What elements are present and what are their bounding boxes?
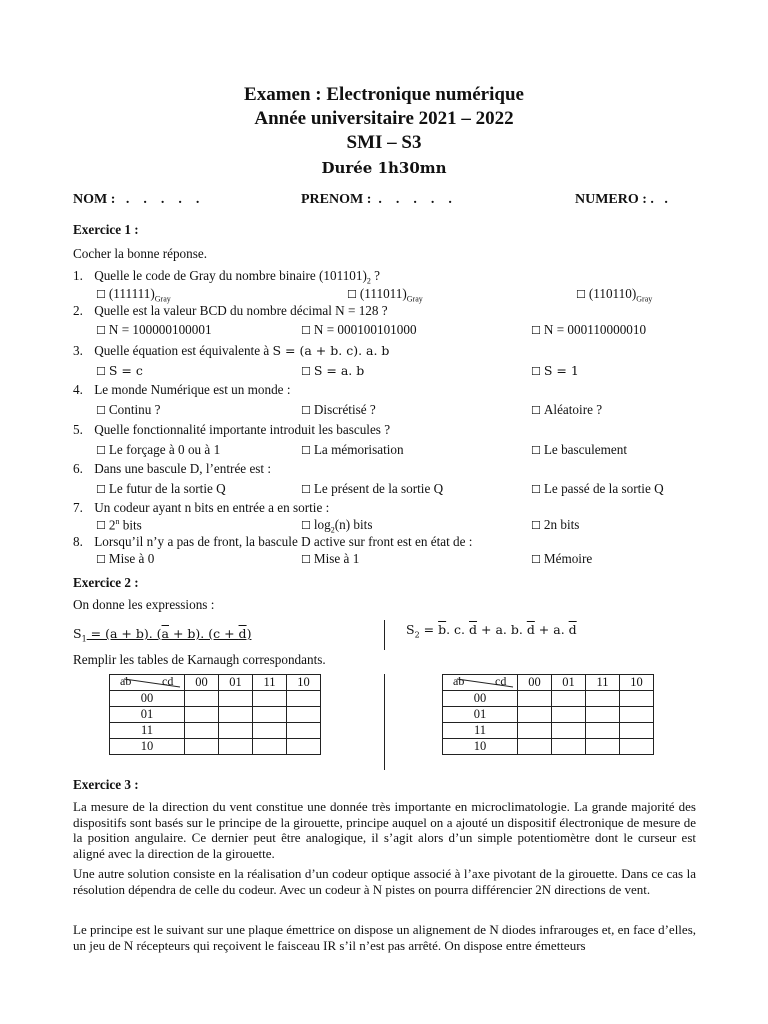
q4-option-a[interactable]: ☐ Continu ? <box>96 402 161 418</box>
exercise-1-instruction: Cocher la bonne réponse. <box>73 246 208 261</box>
kmap-cell[interactable] <box>287 691 321 707</box>
kmap-row-header: 00 <box>110 691 185 707</box>
kmap-cell[interactable] <box>586 739 620 755</box>
kmap-cell[interactable] <box>287 739 321 755</box>
prenom-field: PRENOM : . . . . . <box>301 192 452 207</box>
kmap-cell[interactable] <box>185 691 219 707</box>
question-1: 1. Quelle le code de Gray du nombre binaire $(101101)_2$ ? <box>73 268 381 286</box>
kmap-row-header: 01 <box>110 707 185 723</box>
program-label: SMI – S3 <box>346 132 422 153</box>
exam-duration: Durée 1h30mn <box>321 159 447 177</box>
q8-option-b[interactable]: ☐ Mise à 1 <box>301 551 359 567</box>
kmap-cell[interactable] <box>185 707 219 723</box>
kmap-cell[interactable] <box>620 691 654 707</box>
q2-option-c[interactable]: ☐ N = 000110000010 <box>531 322 646 338</box>
expression-s2: $S_2 = \overline{b}$. c. $\overline{d} + a$. b. $\overline{d} + a$. $\overline{d}$ <box>406 622 577 640</box>
nom-field: NOM : . . . . . <box>73 192 200 207</box>
kmap-cell[interactable] <box>518 707 552 723</box>
kmap-cell[interactable] <box>620 707 654 723</box>
q8-option-a[interactable]: ☐ Mise à 0 <box>96 551 154 567</box>
karnaugh-table-s2 <box>442 674 654 755</box>
q1-option-a[interactable]: ☐ $(111111)_{Gray}$ <box>96 286 171 304</box>
exercise-3-paragraph-1: La mesure de la direction du vent constitue une donnée très importante en microclimatologie. La grande majorité des dispositifs sont basés sur le principe de la girouette, principe auquel on a ajouté un dispositif électronique de mesure de la position angulaire. Ce dernier peut être analogique, il s’agit alors d’un simple potentiomètre dont le curseur est aligné avec la direction de la girouette. <box>73 799 696 861</box>
kmap-divider <box>384 674 385 770</box>
kmap-cell[interactable] <box>552 691 586 707</box>
kmap-row-header: 01 <box>443 707 518 723</box>
q6-option-a[interactable]: ☐ Le futur de la sortie Q <box>96 481 226 497</box>
q3-option-b[interactable]: ☐ S = a. b <box>301 363 364 378</box>
q3-option-c[interactable]: ☐ S = 1 <box>531 363 579 378</box>
q5-option-b[interactable]: ☐ La mémorisation <box>301 442 404 458</box>
kmap-cell[interactable] <box>287 707 321 723</box>
kmap-cell[interactable] <box>253 723 287 739</box>
q5-option-c[interactable]: ☐ Le basculement <box>531 442 627 458</box>
kmap-row-header: 11 <box>110 723 185 739</box>
exam-title: Examen : Electronique numérique <box>244 84 524 105</box>
kmap-cell[interactable] <box>620 739 654 755</box>
kmap-cell[interactable] <box>219 739 253 755</box>
karnaugh-table-s1 <box>109 674 321 755</box>
kmap-cell[interactable] <box>552 739 586 755</box>
kmap-cell[interactable] <box>253 691 287 707</box>
exercise-2-intro: On donne les expressions : <box>73 597 215 612</box>
kmap-col-header: 11 <box>253 675 287 691</box>
kmap-row-header: 10 <box>443 739 518 755</box>
kmap-cell[interactable] <box>586 691 620 707</box>
expression-s1: $S_1 = (a + b)$. (a + b). (c + d) <box>73 626 252 644</box>
kmap-corner: ab cd <box>443 675 518 691</box>
kmap-cell[interactable] <box>518 723 552 739</box>
q6-option-c[interactable]: ☐ Le passé de la sortie Q <box>531 481 664 497</box>
question-4: 4. Le monde Numérique est un monde : <box>73 382 291 397</box>
kmap-cell[interactable] <box>552 707 586 723</box>
kmap-cell[interactable] <box>219 691 253 707</box>
kmap-cell[interactable] <box>518 691 552 707</box>
question-8: 8. Lorsqu’il n’y a pas de front, la bascule D active sur front est en état de : <box>73 534 473 549</box>
kmap-col-header: 10 <box>620 675 654 691</box>
kmap-cell[interactable] <box>219 707 253 723</box>
exercise-2-title: Exercice 2 : <box>73 575 139 590</box>
kmap-cell[interactable] <box>586 707 620 723</box>
q7-option-a[interactable]: ☐ 2$^n$ bits <box>96 517 142 533</box>
q2-option-a[interactable]: ☐ N = 100000100001 <box>96 322 212 338</box>
q7-option-c[interactable]: ☐ 2n bits <box>531 517 579 533</box>
q1-option-b[interactable]: ☐ $(111011)_{Gray}$ <box>347 286 423 304</box>
kmap-row-header: 10 <box>110 739 185 755</box>
numero-field: NUMERO : . . <box>575 192 668 207</box>
exercise-3-title: Exercice 3 : <box>73 777 139 792</box>
exercise-1-title: Exercice 1 : <box>73 222 139 237</box>
kmap-cell[interactable] <box>185 723 219 739</box>
q2-option-b[interactable]: ☐ N = 000100101000 <box>301 322 417 338</box>
exercise-3-paragraph-3: Le principe est le suivant sur une plaque émettrice on dispose un alignement de N diodes infrarouges et, en face d’elles, un jeu de N récepteurs qui reçoivent le faisceau IR s’il n’est pas arrêté. On dispose entre émetteurs <box>73 922 696 953</box>
kmap-cell[interactable] <box>586 723 620 739</box>
exercise-3-paragraph-2: Une autre solution consiste en la réalisation d’un codeur optique associé à l’axe pivotant de la girouette. Dans ce cas la résolution dépendra de celle du codeur. Avec un codeur à N pistes on pourra différencier 2N directions de vent. <box>73 866 696 897</box>
q7-option-b[interactable]: ☐ $\log_2(n)$ bits <box>301 517 372 535</box>
question-5: 5. Quelle fonctionnalité importante introduit les bascules ? <box>73 422 391 437</box>
kmap-cell[interactable] <box>620 723 654 739</box>
question-7: 7. Un codeur ayant n bits en entrée a en sortie : <box>73 500 330 515</box>
academic-year: Année universitaire 2021 – 2022 <box>254 108 514 129</box>
q1-option-c[interactable]: ☐ $(110110)_{Gray}$ <box>576 286 652 304</box>
kmap-cell[interactable] <box>518 739 552 755</box>
kmap-col-header: 00 <box>518 675 552 691</box>
expression-divider <box>384 620 385 650</box>
question-6: 6. Dans une bascule D, l’entrée est : <box>73 461 272 476</box>
kmap-row-header: 00 <box>443 691 518 707</box>
kmap-col-header: 11 <box>586 675 620 691</box>
q4-option-c[interactable]: ☐ Aléatoire ? <box>531 402 602 418</box>
karnaugh-instruction: Remplir les tables de Karnaugh correspondants. <box>73 652 326 667</box>
kmap-cell[interactable] <box>287 723 321 739</box>
kmap-corner: ab cd <box>110 675 185 691</box>
kmap-cell[interactable] <box>185 739 219 755</box>
kmap-col-header: 00 <box>185 675 219 691</box>
kmap-cell[interactable] <box>253 707 287 723</box>
q5-option-a[interactable]: ☐ Le forçage à 0 ou à 1 <box>96 442 220 458</box>
q8-option-c[interactable]: ☐ Mémoire <box>531 551 592 567</box>
q3-option-a[interactable]: ☐ S = c <box>96 363 143 378</box>
kmap-row-header: 11 <box>443 723 518 739</box>
q6-option-b[interactable]: ☐ Le présent de la sortie Q <box>301 481 443 497</box>
q4-option-b[interactable]: ☐ Discrétisé ? <box>301 402 376 418</box>
kmap-col-header: 10 <box>287 675 321 691</box>
kmap-cell[interactable] <box>219 723 253 739</box>
kmap-cell[interactable] <box>253 739 287 755</box>
kmap-col-header: 01 <box>552 675 586 691</box>
kmap-cell[interactable] <box>552 723 586 739</box>
kmap-col-header: 01 <box>219 675 253 691</box>
question-2: 2. Quelle est la valeur BCD du nombre décimal N = 128 ? <box>73 303 388 318</box>
question-3: 3. Quelle équation est équivalente à S = (a + b. c). a. b <box>73 343 390 358</box>
